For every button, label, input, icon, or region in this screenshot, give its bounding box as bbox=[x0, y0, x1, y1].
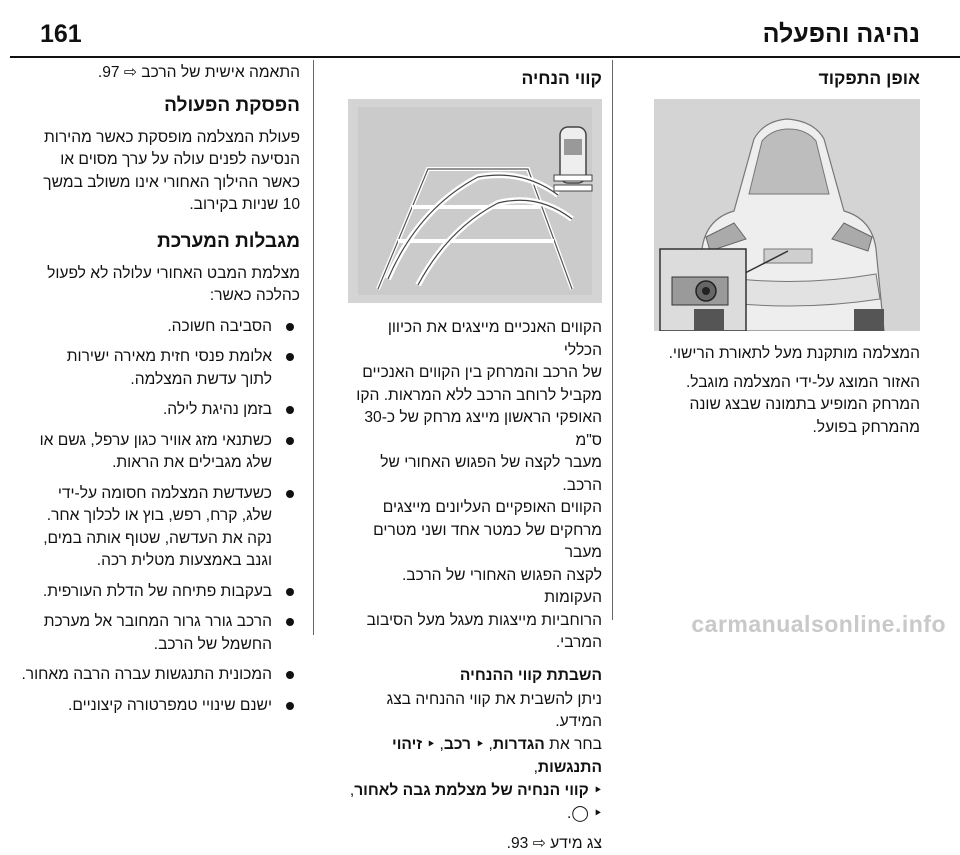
list-item: המכונית התנגשות עברה הרבה מאחור. bbox=[10, 664, 300, 687]
section-title-system-limitations: מגבלות המערכת bbox=[10, 231, 300, 253]
body-line: האופקי הראשון מייצג מרחק של כ-30 ס"מ bbox=[347, 407, 602, 452]
body-line: של הרכב והמרחק בין הקווים האנכיים bbox=[347, 362, 602, 385]
reference-line: צג מידע ⇨ 93. bbox=[347, 833, 602, 855]
caption-line: המרחק המופיע בתמונה שבצג שונה bbox=[645, 394, 920, 417]
menu-item-collision-detection: זיהוי התנגשות bbox=[392, 736, 602, 777]
body-line: פעולת המצלמה מופסקת כאשר מהירות bbox=[10, 127, 300, 150]
watermark: carmanualsonline.info bbox=[691, 611, 946, 638]
body-line: מרחקים של כמטר אחד ושני מטרים מעבר bbox=[347, 520, 602, 565]
left-column bbox=[10, 62, 300, 725]
guidelines-body bbox=[347, 317, 602, 655]
reference-line: התאמה אישית של הרכב ⇨ 97. bbox=[10, 62, 300, 85]
body-line: מצלמת המבט האחורי עלולה לא לפעול bbox=[10, 263, 300, 286]
column-separator bbox=[612, 60, 613, 620]
body-line: 10 שניות בקירוב. bbox=[10, 194, 300, 217]
guidelines-display-illustration bbox=[348, 99, 602, 303]
menu-item-rear-camera-guidelines: קווי הנחיה של מצלמת גבה לאחור bbox=[354, 782, 589, 799]
section-title-deactivation: הפסקת הפעולה bbox=[10, 95, 300, 117]
triangle-icon: ⯈ bbox=[426, 734, 435, 757]
column-separator bbox=[313, 60, 314, 635]
menu-path-line: ⯈ קווי הנחיה של מצלמת גבה לאחור, ⯈ ◯. bbox=[347, 780, 602, 827]
section-title-function: אופן התפקוד bbox=[645, 68, 920, 89]
body-line: הקווים האנכיים מייצגים את הכיוון הכללי bbox=[347, 317, 602, 362]
menu-path-line: בחר את הגדרות, ⯈ רכב, ⯈ זיהוי התנגשות, bbox=[347, 734, 602, 780]
body-text: בחר את bbox=[549, 736, 602, 753]
rear-camera-illustration bbox=[654, 99, 920, 331]
menu-item-vehicle: רכב bbox=[444, 736, 471, 753]
limitations-list bbox=[10, 316, 300, 718]
caption-line: המצלמה מותקנת מעל לתאורת הרישוי. bbox=[645, 343, 920, 366]
caption-line: האזור המוצג על-ידי המצלמה מוגבל. bbox=[645, 372, 920, 395]
header-rule bbox=[10, 56, 960, 58]
subsection-title-disable-guidelines: השבתת קווי ההנחיה bbox=[347, 667, 602, 685]
circle-icon: ◯ bbox=[571, 805, 588, 822]
list-item: הרכב גורר גרור המחובר אל מערכת החשמל של הרכב. bbox=[10, 611, 300, 656]
section-title-guidelines: קווי הנחיה bbox=[347, 68, 602, 89]
caption-line: מהמרחק בפועל. bbox=[645, 417, 920, 440]
guideline-display-icon bbox=[348, 99, 602, 303]
list-item: הסביבה חשוכה. bbox=[10, 316, 300, 339]
triangle-icon: ⯈ bbox=[593, 780, 602, 803]
triangle-icon: ⯈ bbox=[475, 734, 484, 757]
camera-caption bbox=[645, 343, 920, 439]
middle-column bbox=[347, 62, 602, 855]
list-item: אלומת פנסי חזית מאירה ישירות לתוך עדשת המצלמה. bbox=[10, 346, 300, 391]
list-item: בזמן נהיגת לילה. bbox=[10, 399, 300, 422]
list-item: בעקבות פתיחה של הדלת העורפית. bbox=[10, 581, 300, 604]
page-number: 161 bbox=[40, 20, 82, 49]
body-line: הקווים האופקיים העליונים מייצגים bbox=[347, 497, 602, 520]
body-line: כהלכה כאשר: bbox=[10, 285, 300, 308]
page-header bbox=[0, 0, 960, 56]
right-column bbox=[645, 62, 920, 439]
menu-item-settings: הגדרות bbox=[493, 736, 545, 753]
body-line: לקצה הפגוש האחורי של הרכב. העקומות bbox=[347, 565, 602, 610]
car-rear-icon bbox=[654, 99, 920, 331]
body-line: המרבי. bbox=[347, 632, 602, 655]
chapter-title: נהיגה והפעלה bbox=[763, 20, 920, 49]
body-line: מעבר לקצה של הפגוש האחורי של הרכב. bbox=[347, 452, 602, 497]
list-item: כשעדשת המצלמה חסומה על-ידי שלג, קרח, רפש, בוץ או לכלוך אחר. נקה את העדשה, שטוף אותה במים, וגנב באמצעות מטלית רכה. bbox=[10, 483, 300, 573]
body-line: כאשר ההילוך האחורי אינו משולב במשך bbox=[10, 172, 300, 195]
list-item: ישנם שינויי טמפרטורה קיצוניים. bbox=[10, 695, 300, 718]
triangle-icon: ⯈ bbox=[593, 803, 602, 826]
body-line: הרוחביות מייצגות מעגל מעל הסיבוב bbox=[347, 610, 602, 633]
list-item: כשתנאי מזג אוויר כגון ערפל, גשם או שלג מגבילים את הראות. bbox=[10, 430, 300, 475]
body-line: הנסיעה לפנים עולה על ערך מסוים או bbox=[10, 149, 300, 172]
body-line: ניתן להשבית את קווי ההנחיה בצג המידע. bbox=[347, 689, 602, 734]
body-line: מקביל לרוחב הרכב ללא המראות. הקו bbox=[347, 385, 602, 408]
